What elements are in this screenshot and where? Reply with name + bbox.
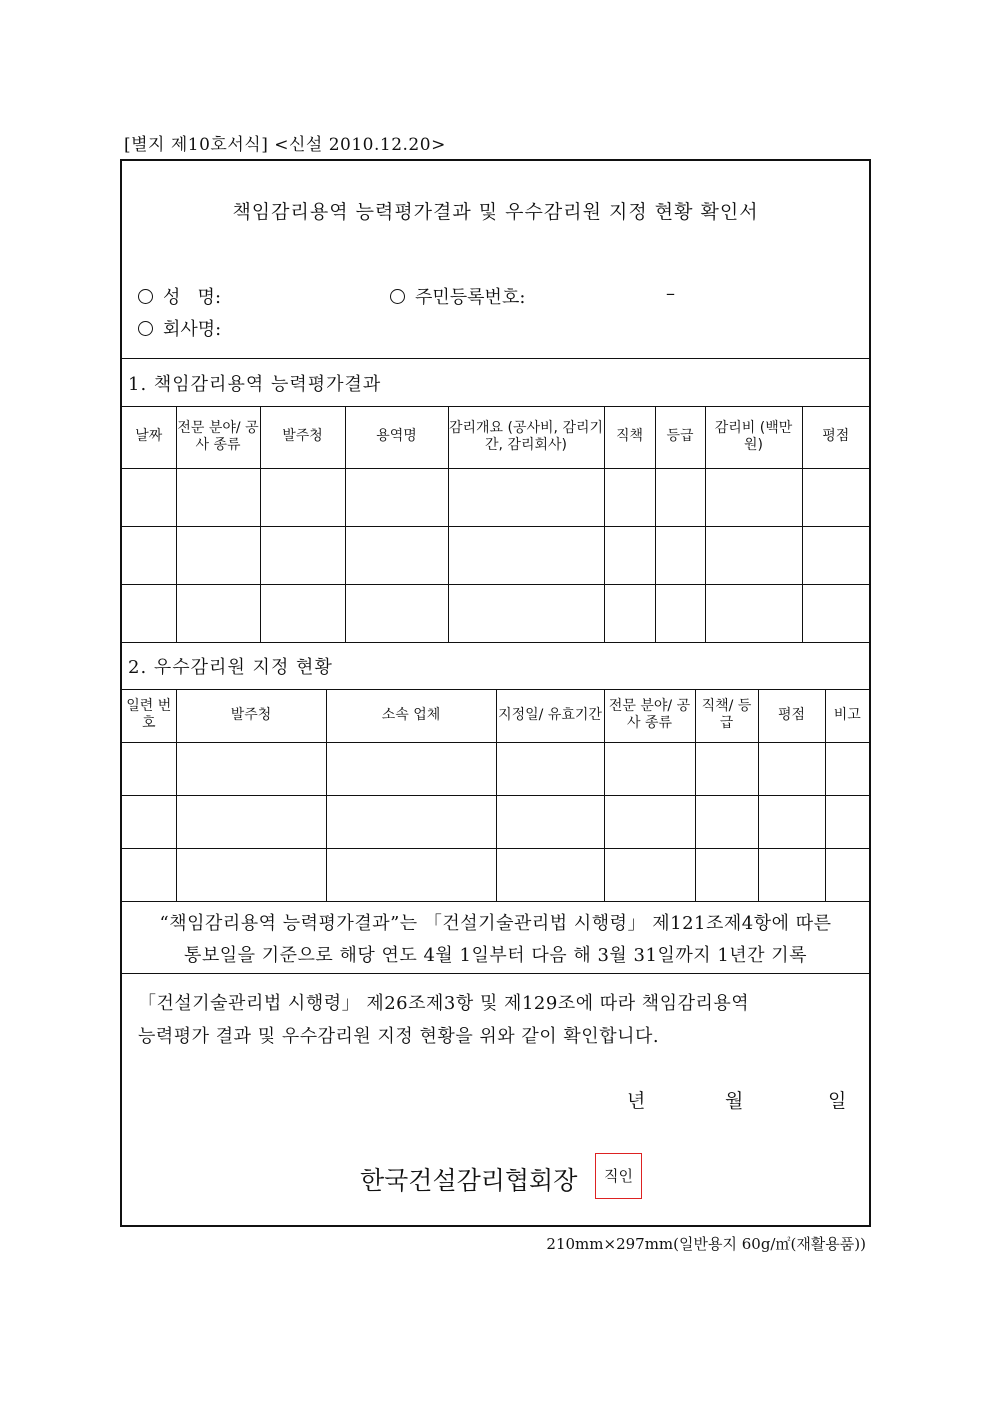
table-cell[interactable]: [448, 584, 604, 642]
table-cell[interactable]: [496, 742, 604, 795]
column-header: 지정일/ 유효기간: [496, 689, 604, 742]
circle-bullet-icon: [138, 321, 153, 336]
table-cell[interactable]: [604, 584, 655, 642]
table-cell[interactable]: [695, 848, 758, 901]
table-cell[interactable]: [176, 468, 260, 526]
table-cell[interactable]: [176, 584, 260, 642]
table-cell[interactable]: [758, 848, 825, 901]
column-header: 평점: [758, 689, 825, 742]
name-label: 성 명:: [163, 287, 222, 308]
name-field: [138, 283, 221, 309]
column-header: 용역명: [345, 406, 448, 468]
divider: [122, 358, 869, 359]
table-cell[interactable]: [345, 468, 448, 526]
divider: [122, 973, 869, 974]
table-cell[interactable]: [705, 584, 802, 642]
table-cell[interactable]: [758, 742, 825, 795]
table-cell[interactable]: [802, 526, 869, 584]
table-cell[interactable]: [825, 848, 869, 901]
table-cell[interactable]: [705, 526, 802, 584]
table-cell[interactable]: [604, 526, 655, 584]
date-month: 월: [725, 1090, 744, 1112]
rrn-field: [390, 283, 525, 309]
circle-bullet-icon: [138, 289, 153, 304]
table-header-row: [122, 689, 869, 742]
certificate-form: [120, 159, 871, 1227]
table-cell[interactable]: [176, 848, 326, 901]
table-cell[interactable]: [695, 795, 758, 848]
table-cell[interactable]: [326, 795, 496, 848]
table-cell[interactable]: [122, 468, 176, 526]
table-cell[interactable]: [705, 468, 802, 526]
column-header: 평점: [802, 406, 869, 468]
table-cell[interactable]: [326, 742, 496, 795]
company-label: 회사명:: [163, 319, 222, 340]
note-line-2: 통보일을 기준으로 해당 연도 4월 1일부터 다음 해 3월 31일까지 1년간 기록: [183, 945, 808, 966]
column-header: 전문 분야/ 공사 종류: [176, 406, 260, 468]
table-cell[interactable]: [122, 848, 176, 901]
excellent-supervisor-table: [122, 689, 869, 902]
column-header: 일련 번호: [122, 689, 176, 742]
column-header: 비고: [825, 689, 869, 742]
rrn-dash: –: [666, 283, 675, 304]
column-header: 날짜: [122, 406, 176, 468]
table-cell[interactable]: [122, 584, 176, 642]
date-year: 년: [627, 1090, 646, 1112]
table-cell[interactable]: [604, 468, 655, 526]
table-row: [122, 848, 869, 901]
table-cell[interactable]: [655, 468, 705, 526]
table-row: [122, 795, 869, 848]
column-header: 감리개요 (공사비, 감리기간, 감리회사): [448, 406, 604, 468]
table-cell[interactable]: [802, 584, 869, 642]
table-cell[interactable]: [122, 742, 176, 795]
table-cell[interactable]: [802, 468, 869, 526]
table-row: [122, 742, 869, 795]
table-cell[interactable]: [260, 526, 345, 584]
rrn-label: 주민등록번호:: [415, 287, 526, 308]
table-cell[interactable]: [260, 584, 345, 642]
form-title: 책임감리용역 능력평가결과 및 우수감리원 지정 현황 확인서: [232, 201, 759, 223]
table-row: [122, 468, 869, 526]
official-seal-box: 직인: [595, 1153, 642, 1199]
column-header: 감리비 (백만원): [705, 406, 802, 468]
date-day: 일: [828, 1090, 847, 1112]
table-cell[interactable]: [758, 795, 825, 848]
circle-bullet-icon: [390, 289, 405, 304]
table-cell[interactable]: [345, 584, 448, 642]
table-cell[interactable]: [176, 742, 326, 795]
table-cell[interactable]: [176, 795, 326, 848]
table-cell[interactable]: [122, 526, 176, 584]
section1-title: 1. 책임감리용역 능력평가결과: [128, 374, 382, 395]
evaluation-table: [122, 406, 869, 643]
table-header-row: [122, 406, 869, 468]
table-cell[interactable]: [604, 848, 695, 901]
table-cell[interactable]: [695, 742, 758, 795]
table-cell[interactable]: [825, 742, 869, 795]
issuer-name: 한국건설감리협회장: [360, 1166, 578, 1195]
note-line-1: “책임감리용역 능력평가결과”는 「건설기술관리법 시행령」 제121조제4항에 따른: [159, 913, 832, 934]
table-cell[interactable]: [448, 526, 604, 584]
paper-spec: 210mm×297mm(일반용지 60g/㎡(재활용품)): [546, 1235, 866, 1253]
table-cell[interactable]: [260, 468, 345, 526]
table-row: [122, 526, 869, 584]
column-header: 직책/ 등급: [695, 689, 758, 742]
table-cell[interactable]: [604, 742, 695, 795]
table-cell[interactable]: [655, 526, 705, 584]
column-header: 직책: [604, 406, 655, 468]
table-cell[interactable]: [326, 848, 496, 901]
table-cell[interactable]: [176, 526, 260, 584]
confirm-line-1: 「건설기술관리법 시행령」 제26조제3항 및 제129조에 따라 책임감리용역: [138, 993, 750, 1014]
column-header: 발주청: [260, 406, 345, 468]
confirm-line-2: 능력평가 결과 및 우수감리원 지정 현황을 위와 같이 확인합니다.: [138, 1026, 660, 1047]
column-header: 발주청: [176, 689, 326, 742]
table-row: [122, 584, 869, 642]
table-cell[interactable]: [604, 795, 695, 848]
table-cell[interactable]: [655, 584, 705, 642]
table-cell[interactable]: [496, 848, 604, 901]
column-header: 등급: [655, 406, 705, 468]
column-header: 소속 업체: [326, 689, 496, 742]
table-cell[interactable]: [825, 795, 869, 848]
table-cell[interactable]: [496, 795, 604, 848]
section2-title: 2. 우수감리원 지정 현황: [128, 657, 333, 678]
company-field: [138, 315, 221, 341]
form-number-note: [별지 제10호서식] <신설 2010.12.20>: [124, 135, 446, 155]
table-cell[interactable]: [122, 795, 176, 848]
table-cell[interactable]: [345, 526, 448, 584]
table-cell[interactable]: [448, 468, 604, 526]
column-header: 전문 분야/ 공사 종류: [604, 689, 695, 742]
